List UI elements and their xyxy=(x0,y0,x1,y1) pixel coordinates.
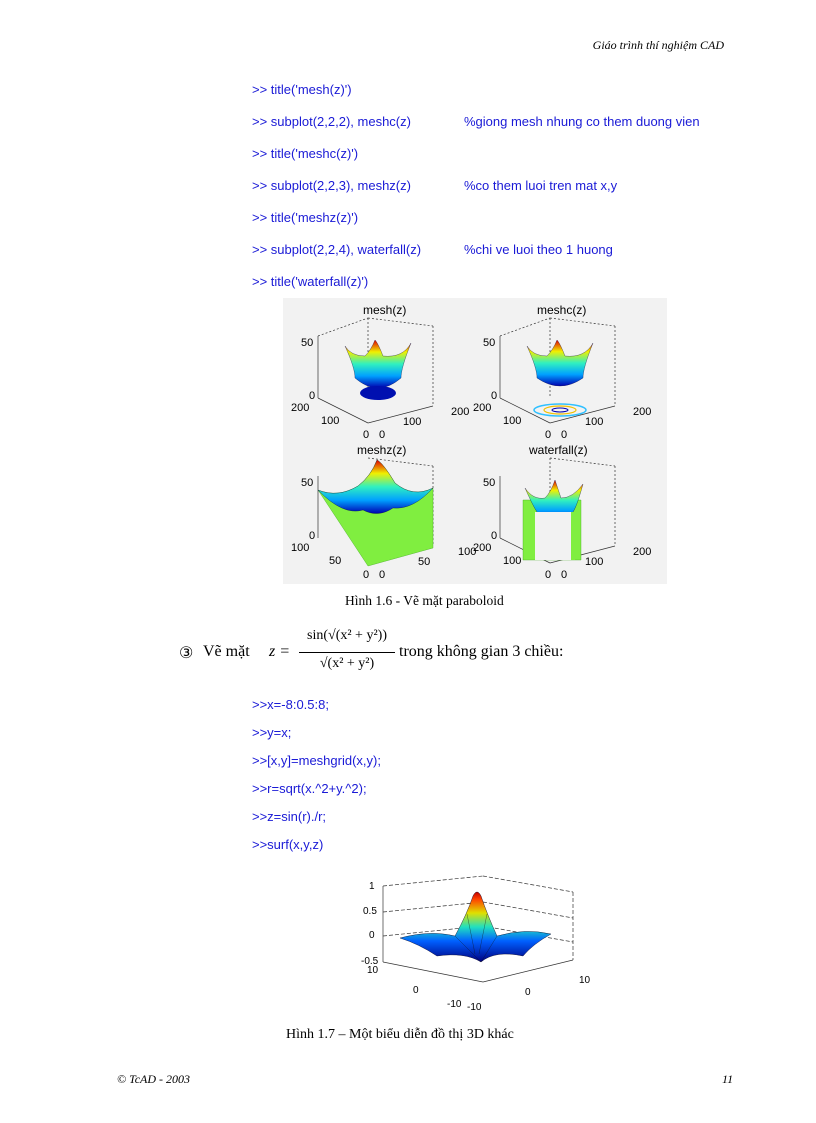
z-tick: 50 xyxy=(483,477,496,489)
formula-lhs: z = xyxy=(269,643,291,660)
z-tick: 50 xyxy=(301,337,314,349)
code-comment: %chi ve luoi theo 1 huong xyxy=(464,242,613,257)
y-tick: 200 xyxy=(451,406,470,418)
code-line: >> title('waterfall(z)') xyxy=(252,274,369,289)
y-tick: 100 xyxy=(585,556,604,568)
section-lead: Vẽ mặt xyxy=(203,643,250,660)
y-tick: 10 xyxy=(579,975,591,986)
z-tick: 1 xyxy=(369,881,375,892)
formula-numerator: sin(√(x² + y²)) xyxy=(307,628,387,643)
code-line: >> subplot(2,2,3), meshz(z) xyxy=(252,178,411,193)
y-tick: 100 xyxy=(403,416,422,428)
y-tick: 200 xyxy=(633,546,652,558)
code-comment: %co them luoi tren mat x,y xyxy=(464,178,618,193)
x-tick: 100 xyxy=(503,415,522,427)
x-tick: 100 xyxy=(291,542,310,554)
paraboloid-figure xyxy=(283,298,667,584)
figure-caption: Hình 1.6 - Vẽ mặt paraboloid xyxy=(345,593,504,608)
y-tick: 0 xyxy=(525,987,531,998)
y-tick: 200 xyxy=(633,406,652,418)
panel-title: meshc(z) xyxy=(537,303,587,317)
x-tick: 100 xyxy=(503,555,522,567)
code-line: >>z=sin(r)./r; xyxy=(252,809,327,824)
x-tick: 200 xyxy=(473,402,492,414)
fraction-bar xyxy=(299,652,395,653)
x-tick: 0 xyxy=(545,569,552,581)
page-number: 11 xyxy=(722,1072,734,1086)
section-tail: trong không gian 3 chiều: xyxy=(399,643,564,660)
code-line: >>y=x; xyxy=(252,725,292,740)
code-line: >> subplot(2,2,2), meshc(z) xyxy=(252,114,411,129)
x-tick: 50 xyxy=(329,555,342,567)
code-comment: %giong mesh nhung co them duong vien xyxy=(464,114,700,129)
y-tick: -10 xyxy=(467,1002,482,1013)
y-tick: 100 xyxy=(458,546,477,558)
y-tick: 100 xyxy=(585,416,604,428)
code-line: >>[x,y]=meshgrid(x,y); xyxy=(252,753,381,768)
formula-denominator: √(x² + y²) xyxy=(319,656,375,671)
y-tick: 50 xyxy=(418,556,431,568)
z-tick: -0.5 xyxy=(361,956,379,967)
x-tick: 0 xyxy=(545,429,552,441)
z-tick: 0.5 xyxy=(363,906,377,917)
running-header: Giáo trình thí nghiệm CAD xyxy=(592,38,724,52)
y-tick: 0 xyxy=(561,429,568,441)
code-line: >>surf(x,y,z) xyxy=(252,837,324,852)
y-tick: 0 xyxy=(379,569,386,581)
z-tick: 0 xyxy=(491,390,498,402)
panel-title: meshz(z) xyxy=(357,443,407,457)
code-line: >> title('meshz(z)') xyxy=(252,210,359,225)
footer-copyright: © TcAD - 2003 xyxy=(117,1072,191,1086)
z-tick: 0 xyxy=(369,930,375,941)
x-tick: 0 xyxy=(363,429,370,441)
z-tick: 50 xyxy=(483,337,496,349)
code-line: >> title('meshc(z)') xyxy=(252,146,359,161)
x-tick: 200 xyxy=(473,542,492,554)
code-line: >>r=sqrt(x.^2+y.^2); xyxy=(252,781,367,796)
z-tick: 0 xyxy=(309,390,316,402)
code-line: >> subplot(2,2,4), waterfall(z) xyxy=(252,242,422,257)
panel-title: waterfall(z) xyxy=(529,443,588,457)
z-tick: 0 xyxy=(309,530,316,542)
y-tick: 0 xyxy=(379,429,386,441)
y-tick: 0 xyxy=(561,569,568,581)
section-heading xyxy=(179,628,639,680)
x-tick: 10 xyxy=(367,965,379,976)
surf-figure xyxy=(355,874,600,1014)
figure-caption: Hình 1.7 – Một biểu diễn đồ thị 3D khác xyxy=(286,1027,514,1042)
circled-number: ③ xyxy=(179,645,194,662)
x-tick: 0 xyxy=(413,985,419,996)
x-tick: -10 xyxy=(447,999,462,1010)
x-tick: 100 xyxy=(321,415,340,427)
x-tick: 0 xyxy=(363,569,370,581)
z-tick: 50 xyxy=(301,477,314,489)
z-tick: 0 xyxy=(491,530,498,542)
code-line: >> title('mesh(z)') xyxy=(252,82,352,97)
panel-title: mesh(z) xyxy=(363,303,407,317)
code-line: >>x=-8:0.5:8; xyxy=(252,697,329,712)
x-tick: 200 xyxy=(291,402,310,414)
